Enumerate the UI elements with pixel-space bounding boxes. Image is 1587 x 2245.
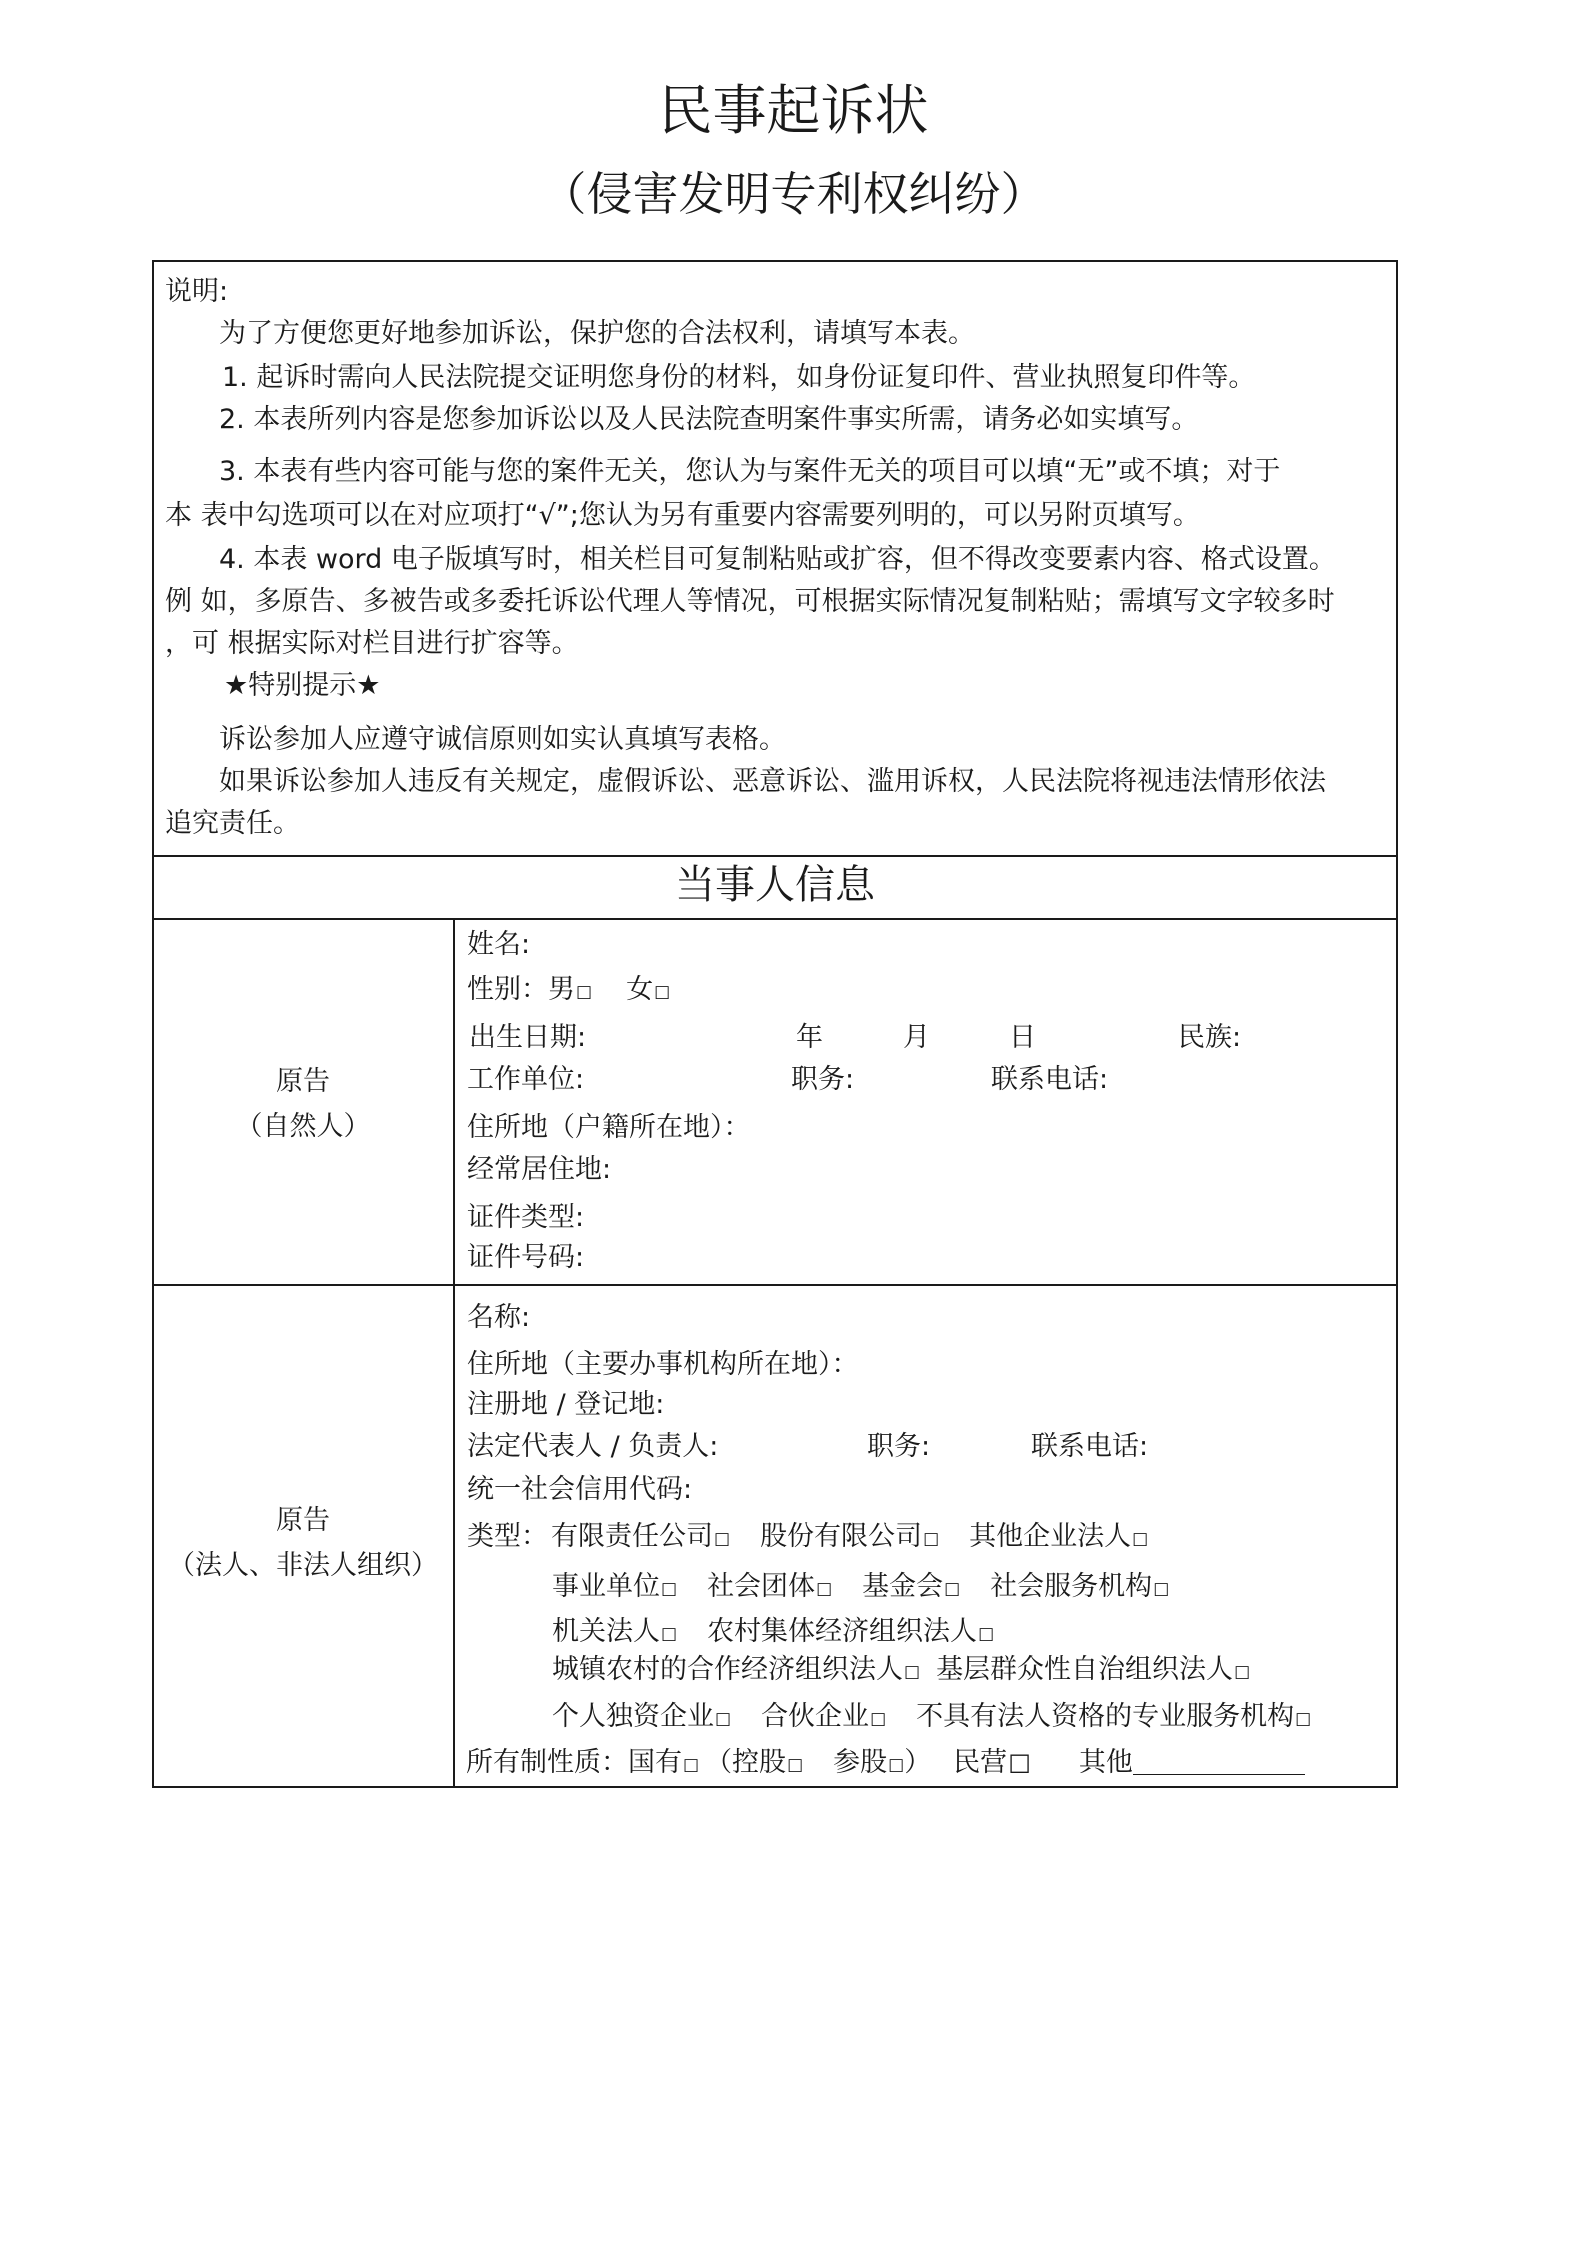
field-representative[interactable]: 法定代表人 / 负责人:: [467, 1431, 719, 1462]
plaintiff-natural-sublabel: （自然人）: [235, 1111, 371, 1142]
instructions-intro: 为了方便您更好地参加诉讼，保护您的合法权利，请填写本表。: [219, 318, 975, 349]
field-id-number[interactable]: 证件号码:: [467, 1242, 585, 1273]
entity-type-checkbox[interactable]: □: [661, 1579, 678, 1599]
entity-type-option[interactable]: [707, 1569, 832, 1607]
field-birth-date[interactable]: 出生日期:: [469, 1022, 587, 1053]
entity-type-checkbox[interactable]: □: [923, 1529, 940, 1549]
checkbox-male[interactable]: □: [576, 982, 593, 1002]
field-habitual-residence[interactable]: 经常居住地:: [467, 1154, 612, 1185]
field-gender: [467, 972, 670, 1010]
entity-type-option[interactable]: [936, 1652, 1250, 1690]
gender-female-label: 女: [626, 974, 654, 1005]
entity-type-option-label: 合伙企业: [761, 1701, 870, 1732]
entity-type-option[interactable]: [552, 1614, 677, 1652]
instruction-item-3-cont: 本 表中勾选项可以在对应项打“√”;您认为另有重要内容需要列明的，可以另附页填写。: [165, 500, 1200, 531]
entity-type-option[interactable]: [916, 1699, 1311, 1737]
divider-party-rows: [152, 1284, 1398, 1286]
birth-year-label: 年: [796, 1022, 823, 1053]
entity-type-option[interactable]: [552, 1699, 731, 1737]
field-domicile[interactable]: 住所地（户籍所在地）：: [467, 1112, 751, 1143]
entity-type-option-label: 有限责任公司: [551, 1521, 713, 1552]
document-title: 民事起诉状: [658, 79, 929, 142]
entity-type-option[interactable]: [552, 1652, 920, 1690]
field-representative-phone[interactable]: 联系电话:: [1031, 1431, 1149, 1462]
field-position[interactable]: 职务:: [791, 1064, 855, 1095]
plaintiff-entity-label: 原告: [276, 1505, 330, 1536]
entity-type-option-label: 城镇农村的合作经济组织法人: [552, 1654, 903, 1685]
entity-type-option-label: 股份有限公司: [760, 1521, 923, 1552]
entity-type-option[interactable]: [990, 1569, 1169, 1607]
ownership-row: [466, 1744, 1305, 1783]
special-notice-2: 如果诉讼参加人违反有关规定，虚假诉讼、恶意诉讼、滥用诉权，人民法院将视违法情形依法: [219, 766, 1326, 797]
entity-type-option-label: 事业单位: [552, 1571, 660, 1602]
special-notice-1: 诉讼参加人应遵守诚信原则如实认真填写表格。: [219, 724, 786, 755]
field-ethnicity[interactable]: 民族:: [1178, 1022, 1242, 1053]
instruction-item-3: 3. 本表有些内容可能与您的案件无关，您认为与案件无关的项目可以填“无”或不填；对于: [219, 456, 1281, 487]
field-representative-position[interactable]: 职务:: [867, 1431, 931, 1462]
entity-type-option-label: 其他企业法人: [969, 1521, 1132, 1552]
entity-type-option-label: 社会服务机构: [990, 1571, 1153, 1602]
entity-type-checkbox[interactable]: □: [816, 1579, 833, 1599]
gender-male-label: 男: [548, 974, 575, 1005]
document-subtitle: （侵害发明专利权纠纷）: [540, 167, 1047, 221]
section-title-parties: 当事人信息: [675, 862, 875, 908]
ownership-participating-option[interactable]: [833, 1747, 904, 1778]
ownership-label: 所有制性质：: [466, 1747, 628, 1778]
ownership-private-option[interactable]: [953, 1747, 1031, 1778]
gender-male-option[interactable]: [548, 974, 592, 1005]
column-divider: [453, 918, 455, 1788]
gender-label: 性别：: [467, 974, 548, 1005]
field-phone[interactable]: 联系电话:: [991, 1064, 1109, 1095]
entity-type-checkbox[interactable]: □: [978, 1624, 995, 1644]
divider-notes: [152, 855, 1398, 857]
instructions-heading: 说明:: [165, 276, 229, 307]
entity-type-row-1: [551, 1519, 1148, 1557]
entity-type-option[interactable]: [551, 1519, 730, 1557]
entity-type-checkbox[interactable]: □: [1295, 1709, 1312, 1729]
entity-type-option-label: 基层群众性自治组织法人: [936, 1654, 1234, 1685]
ownership-participating-label: 参股: [833, 1747, 888, 1778]
plaintiff-entity-sublabel: （法人、非法人组织）: [168, 1550, 438, 1581]
checkbox-private[interactable]: □: [1008, 1748, 1031, 1776]
entity-type-checkbox[interactable]: □: [661, 1624, 678, 1644]
birth-day-label: 日: [1009, 1022, 1036, 1053]
entity-type-option-label: 不具有法人资格的专业服务机构: [916, 1701, 1295, 1732]
entity-type-option[interactable]: [552, 1569, 677, 1607]
entity-type-option[interactable]: [760, 1519, 939, 1557]
entity-type-checkbox[interactable]: □: [870, 1709, 887, 1729]
entity-type-option-label: 农村集体经济组织法人: [707, 1616, 978, 1647]
ownership-other-label: 其他: [1078, 1747, 1133, 1778]
entity-type-checkbox[interactable]: □: [1132, 1529, 1149, 1549]
entity-type-checkbox[interactable]: □: [1234, 1662, 1251, 1682]
divider-section-header: [152, 918, 1398, 920]
entity-type-option[interactable]: [707, 1614, 994, 1652]
instruction-item-1: 1. 起诉时需向人民法院提交证明您身份的材料，如身份证复印件、营业执照复印件等。: [222, 362, 1256, 393]
special-notice-heading: ★特别提示★: [224, 670, 381, 701]
instruction-item-4: 4. 本表 word 电子版填写时，相关栏目可复制粘贴或扩容，但不得改变要素内容、格式设置。: [219, 544, 1336, 575]
checkbox-female[interactable]: □: [654, 982, 671, 1002]
entity-type-row-4: [552, 1652, 1250, 1690]
entity-type-option[interactable]: [862, 1569, 960, 1607]
ownership-controlling-label: （控股: [705, 1747, 787, 1778]
field-name[interactable]: 姓名:: [467, 929, 531, 960]
ownership-controlling-option[interactable]: [705, 1747, 803, 1778]
instruction-item-4-cont2: ，可 根据实际对栏目进行扩容等。: [165, 628, 579, 659]
field-entity-domicile[interactable]: 住所地（主要办事机构所在地）：: [467, 1349, 859, 1380]
entity-type-checkbox[interactable]: □: [714, 1529, 731, 1549]
checkbox-controlling[interactable]: □: [787, 1755, 804, 1775]
entity-type-option-label: 社会团体: [707, 1571, 816, 1602]
field-registration-place[interactable]: 注册地 / 登记地:: [467, 1389, 665, 1420]
checkbox-state-owned[interactable]: □: [683, 1755, 700, 1775]
entity-type-option[interactable]: [761, 1699, 886, 1737]
instruction-item-4-cont: 例 如，多原告、多被告或多委托诉讼代理人等情况，可根据实际情况复制粘贴；需填写文字较多时: [165, 586, 1335, 617]
field-entity-name[interactable]: 名称:: [467, 1302, 531, 1333]
entity-type-checkbox[interactable]: □: [904, 1662, 921, 1682]
gender-female-option[interactable]: [626, 974, 670, 1005]
plaintiff-natural-label: 原告: [276, 1066, 330, 1097]
ownership-state-option[interactable]: [628, 1747, 699, 1778]
checkbox-participating[interactable]: □: [888, 1755, 905, 1775]
ownership-paren-close: ）: [904, 1747, 932, 1778]
entity-type-checkbox[interactable]: □: [715, 1709, 732, 1729]
entity-type-row-5: [552, 1699, 1311, 1737]
special-notice-2-cont: 追究责任。: [165, 808, 300, 839]
ownership-private-label: 民营: [953, 1747, 1008, 1778]
field-id-type[interactable]: 证件类型:: [467, 1202, 585, 1233]
field-employer[interactable]: 工作单位:: [467, 1064, 585, 1095]
entity-type-option-label: 个人独资企业: [552, 1701, 714, 1732]
entity-type-option-label: 基金会: [862, 1571, 944, 1602]
field-credit-code[interactable]: 统一社会信用代码:: [467, 1474, 693, 1505]
instruction-item-2: 2. 本表所列内容是您参加诉讼以及人民法院查明案件事实所需，请务必如实填写。: [219, 404, 1199, 435]
entity-type-checkbox[interactable]: □: [944, 1579, 961, 1599]
entity-type-label: 类型：: [467, 1521, 548, 1552]
entity-type-row-3: [552, 1614, 994, 1652]
entity-type-checkbox[interactable]: □: [1153, 1579, 1170, 1599]
ownership-state-label: 国有: [628, 1747, 682, 1778]
entity-type-row-2: [552, 1569, 1169, 1607]
entity-type-option[interactable]: [969, 1519, 1148, 1557]
entity-type-option-label: 机关法人: [552, 1616, 660, 1647]
ownership-other-input[interactable]: [1133, 1746, 1305, 1775]
birth-month-label: 月: [903, 1022, 930, 1053]
